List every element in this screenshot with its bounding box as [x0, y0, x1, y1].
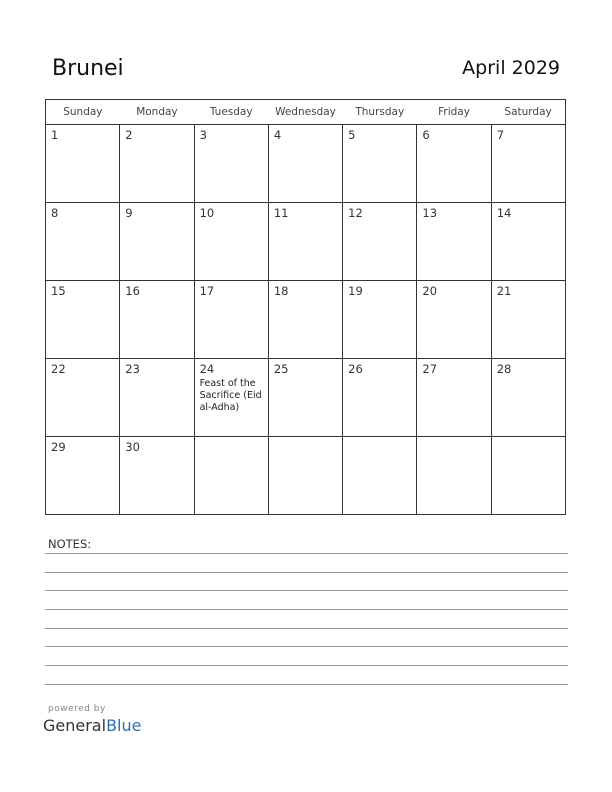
day-number: 11 — [273, 206, 289, 220]
weekday-tuesday: Tuesday — [194, 100, 268, 125]
day-cell — [194, 281, 268, 359]
weekday-sunday: Sunday — [46, 100, 120, 125]
day-number: 28 — [496, 362, 512, 376]
day-cell — [491, 203, 565, 281]
day-cell — [46, 281, 120, 359]
day-number: 8 — [51, 206, 59, 220]
note-line — [45, 553, 568, 554]
day-cell — [417, 281, 491, 359]
day-cell — [120, 359, 194, 437]
note-line — [45, 628, 568, 629]
day-cell — [268, 203, 342, 281]
week-row — [46, 203, 566, 281]
calendar-grid — [45, 99, 566, 515]
weekday-saturday: Saturday — [491, 100, 565, 125]
day-number: 10 — [199, 206, 215, 220]
day-number: 21 — [496, 284, 512, 298]
weekday-friday: Friday — [417, 100, 491, 125]
day-cell — [46, 203, 120, 281]
day-number: 26 — [348, 362, 363, 376]
day-cell — [417, 203, 491, 281]
day-number: 15 — [51, 284, 66, 298]
day-cell — [491, 281, 565, 359]
note-line — [45, 609, 568, 610]
day-number: 24 — [199, 362, 215, 376]
day-number: 16 — [125, 284, 140, 298]
day-cell — [491, 359, 565, 437]
week-row — [46, 281, 566, 359]
day-cell — [343, 437, 417, 515]
week-row — [46, 125, 566, 203]
day-number: 5 — [348, 128, 356, 142]
country-title: Brunei — [52, 56, 124, 81]
day-cell — [343, 125, 417, 203]
day-cell — [268, 281, 342, 359]
note-line — [45, 684, 568, 685]
day-number: 1 — [51, 128, 59, 142]
day-number: 30 — [125, 440, 140, 454]
day-cell — [46, 437, 120, 515]
day-cell — [268, 359, 342, 437]
day-number: 29 — [51, 440, 66, 454]
note-line — [45, 646, 568, 647]
day-number: 2 — [125, 128, 133, 142]
day-number: 3 — [199, 128, 207, 142]
day-cell — [268, 437, 342, 515]
day-cell — [343, 359, 417, 437]
day-number: 12 — [348, 206, 363, 220]
day-cell — [46, 125, 120, 203]
day-number: 23 — [125, 362, 140, 376]
powered-by-text: powered by — [48, 704, 106, 714]
day-cell — [491, 125, 565, 203]
day-number: 4 — [273, 128, 282, 142]
day-cell — [268, 125, 342, 203]
month-title: April 2029 — [462, 57, 560, 79]
logo-blue: Blue — [106, 716, 142, 735]
day-number: 7 — [496, 128, 505, 142]
day-cell — [120, 281, 194, 359]
day-cell — [417, 359, 491, 437]
day-number: 13 — [422, 206, 438, 220]
day-cell — [194, 359, 268, 437]
weekday-thursday: Thursday — [343, 100, 417, 125]
day-cell — [194, 437, 268, 515]
logo-general: General — [43, 716, 107, 735]
day-cell — [417, 437, 491, 515]
day-cell — [417, 125, 491, 203]
generalblue-logo — [43, 716, 141, 735]
week-row — [46, 359, 566, 437]
holiday-label: Feast of the Sacrifice (Eid al-Adha) — [199, 378, 262, 413]
day-cell — [343, 203, 417, 281]
day-cell — [46, 359, 120, 437]
day-number: 22 — [51, 362, 66, 376]
day-number: 17 — [199, 284, 215, 298]
day-cell — [491, 437, 565, 515]
weekday-header-row — [46, 100, 566, 125]
day-number: 9 — [125, 206, 133, 220]
notes-label: NOTES: — [48, 537, 92, 551]
day-number: 18 — [273, 284, 289, 298]
note-line — [45, 665, 568, 666]
day-cell — [343, 281, 417, 359]
day-number: 14 — [496, 206, 512, 220]
weekday-monday: Monday — [120, 100, 194, 125]
day-number: 6 — [422, 128, 430, 142]
day-number: 19 — [348, 284, 363, 298]
day-cell — [120, 203, 194, 281]
day-cell — [120, 125, 194, 203]
note-line — [45, 590, 568, 591]
note-line — [45, 572, 568, 573]
week-row — [46, 437, 566, 515]
day-number: 25 — [273, 362, 289, 376]
day-cell — [120, 437, 194, 515]
day-number: 20 — [422, 284, 438, 298]
day-cell — [194, 125, 268, 203]
day-number: 27 — [422, 362, 438, 376]
day-cell — [194, 203, 268, 281]
weekday-wednesday: Wednesday — [268, 100, 342, 125]
